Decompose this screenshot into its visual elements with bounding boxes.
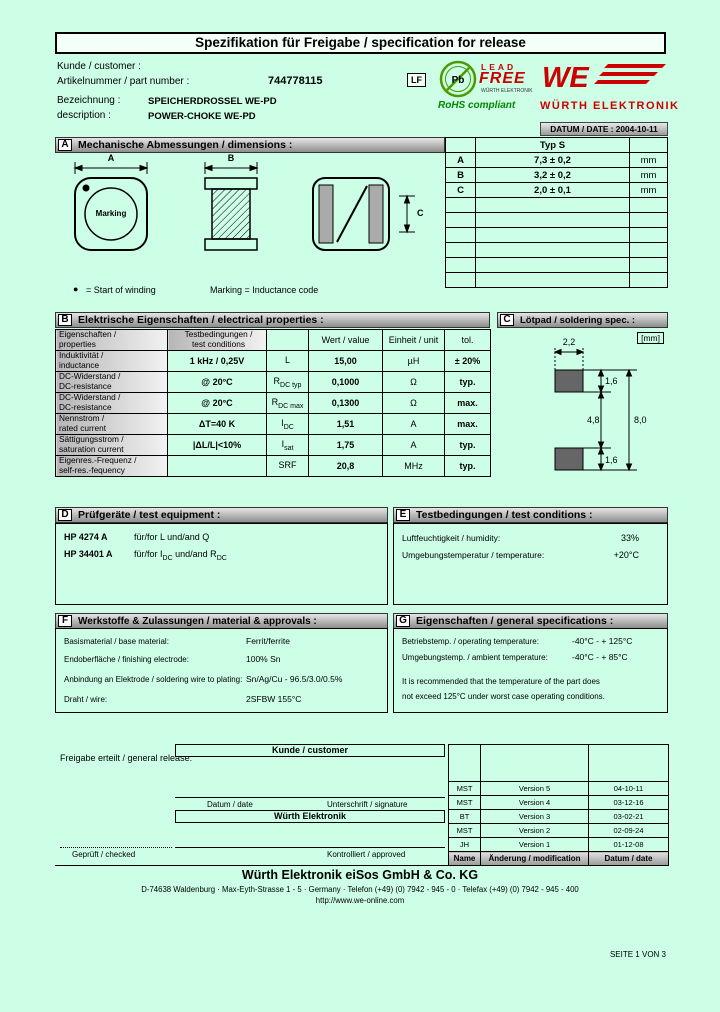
pad-width-text: 2,2 [562, 337, 576, 347]
condition-cell: 1 kHz / 0,25V [168, 351, 267, 372]
winding-start-dot: ● [73, 284, 79, 294]
symbol-sub: DC max [278, 402, 304, 410]
free-text: FREE [479, 70, 526, 87]
general-release-label: Freigabe erteilt / general release: [60, 753, 193, 763]
symbol-cell [267, 393, 309, 414]
dim-a-label: A [107, 153, 115, 163]
condition-cell: |ΔL/L|<10% [168, 435, 267, 456]
mm-unit-note: [mm] [637, 332, 664, 344]
section-g-letter: G [396, 615, 410, 627]
approved-label: Kontrolliert / approved [327, 850, 406, 859]
temp-note-line-2: not exceed 125°C under worst case operating conditions. [402, 692, 605, 701]
dimension-b-arrow [205, 162, 257, 174]
dim-cell [446, 243, 476, 258]
rev-date: 01-12-08 [589, 838, 669, 852]
dim-value: 7,3 ± 0,2 [476, 153, 630, 168]
symbol-main: R [273, 375, 281, 386]
section-d-title: Prüfgeräte / test equipment : [78, 509, 221, 521]
tol-header-cell: tol. [445, 330, 491, 351]
plating-value: Sn/Ag/Cu - 96.5/3.0/0.5% [246, 674, 343, 684]
table-footer-row [449, 852, 669, 866]
property-cell [56, 372, 168, 393]
property-de: DC-Widerstand / [59, 392, 121, 403]
rev-author: BT [449, 810, 481, 824]
tolerance-cell: max. [445, 393, 491, 414]
property-cell [56, 456, 168, 477]
section-f-title: Werkstoffe & Zulassungen / material & approvals : [78, 615, 317, 627]
temperature-label: Umgebungstemperatur / temperature: [402, 550, 545, 560]
value-cell: 20,8 [309, 456, 383, 477]
dimensions-table [445, 137, 668, 288]
section-a-title: Mechanische Abmessungen / dimensions : [78, 139, 293, 151]
value-cell: 1,51 [309, 414, 383, 435]
rev-cell [449, 745, 481, 782]
section-b-title: Elektrische Eigenschaften / electrical properties : [78, 314, 324, 326]
revision-table [448, 744, 669, 866]
property-en: DC-resistance [59, 402, 112, 412]
table-row [449, 745, 669, 782]
table-row [449, 824, 669, 838]
rev-author: MST [449, 782, 481, 796]
dimension-a-arrow [75, 162, 147, 174]
table-row [446, 273, 668, 288]
condition-cell: @ 20°C [168, 393, 267, 414]
equipment-2-sub-a: DC [162, 554, 173, 562]
symbol-cell [267, 435, 309, 456]
general-specs-box [393, 628, 668, 713]
conditions-header-en: test conditions [191, 339, 246, 349]
value-cell: 0,1300 [309, 393, 383, 414]
table-row [449, 782, 669, 796]
materials-box [55, 628, 388, 713]
humidity-label: Luftfeuchtigkeit / humidity: [402, 533, 501, 543]
property-cell [56, 414, 168, 435]
section-c-letter: C [500, 314, 514, 326]
winding-start-mark [83, 185, 90, 192]
symbol-main: L [284, 354, 290, 365]
description-label: description : [57, 110, 111, 121]
equipment-1-name: HP 4274 A [64, 532, 108, 542]
table-header-row [56, 330, 491, 351]
symbol-main: R [271, 396, 279, 407]
symbol-main: SRF [278, 459, 297, 470]
properties-header-cell [56, 330, 168, 351]
tolerance-cell: typ. [445, 372, 491, 393]
dim-cell [446, 258, 476, 273]
approved-row [175, 847, 445, 860]
property-de: Sättigungsstrom / [59, 434, 124, 445]
dim-cell [476, 213, 630, 228]
property-en: saturation current [59, 444, 124, 454]
dim-cell [476, 198, 630, 213]
humidity-value: 33% [620, 533, 639, 543]
dim-cell [476, 228, 630, 243]
dim-type-header: Typ S [476, 138, 630, 153]
dim-unit: mm [630, 153, 668, 168]
section-b-header [55, 312, 490, 328]
dim-b-label: B [227, 153, 235, 163]
dim-c-label: C [417, 208, 424, 218]
conditions-header-cell [168, 330, 267, 351]
footer-divider [55, 865, 668, 866]
conditions-header-de: Testbedingungen / [184, 329, 253, 340]
condition-cell [168, 456, 267, 477]
rev-date: 04-10-11 [589, 782, 669, 796]
value-cell: 15,00 [309, 351, 383, 372]
legend-start-of-winding: = Start of winding [86, 285, 156, 295]
property-en: DC-resistance [59, 381, 112, 391]
symbol-cell [267, 414, 309, 435]
table-header-row [446, 138, 668, 153]
properties-header-en: properties [59, 339, 96, 349]
date-bar: DATUM / DATE : 2004-10-11 [540, 122, 668, 136]
operating-temp-label: Betriebstemp. / operating temperature: [402, 637, 539, 646]
tolerance-cell: typ. [445, 435, 491, 456]
we-mark-text: WE [542, 62, 589, 94]
rev-change: Version 4 [481, 796, 589, 810]
electrode-label: Endoberfläche / finishing electrode: [64, 655, 189, 664]
ambient-temp-value: -40°C - + 85°C [572, 652, 628, 662]
table-row [56, 393, 491, 414]
symbol-header-cell [267, 330, 309, 351]
material-label: Basismaterial / base material: [64, 637, 169, 646]
temp-note-line-1: It is recommended that the temperature of the part does [402, 677, 600, 686]
table-row [446, 228, 668, 243]
section-a-letter: A [58, 139, 72, 151]
section-b-letter: B [58, 314, 72, 326]
symbol-cell [267, 351, 309, 372]
value-header-cell: Wert / value [309, 330, 383, 351]
rev-author: MST [449, 796, 481, 810]
marking-label: Marking [95, 209, 127, 218]
footer-company: Würth Elektronik eiSos GmbH & Co. KG [241, 868, 479, 882]
customer-label: Kunde / customer : [57, 61, 141, 72]
symbol-sub: DC [283, 423, 294, 431]
signature-row [175, 797, 445, 810]
bezeichnung-value: SPEICHERDROSSEL WE-PD [148, 96, 277, 107]
ambient-temp-label: Umgebungstemp. / ambient temperature: [402, 653, 548, 662]
page-title: Spezifikation für Freigabe / specification for release [55, 32, 666, 54]
table-row [446, 198, 668, 213]
lf-badge: LF [407, 73, 426, 87]
pad-height-bottom-text: 1,6 [605, 455, 618, 465]
property-en: self-res.-fequency [59, 465, 125, 475]
section-f-header [55, 613, 388, 629]
table-row [446, 153, 668, 168]
lead-text: LEAD [481, 62, 517, 72]
material-value: Ferrit/ferrite [246, 636, 290, 646]
pb-circle-icon [438, 59, 478, 99]
condition-cell: @ 20°C [168, 372, 267, 393]
section-a-header [55, 137, 445, 153]
rev-change: Version 3 [481, 810, 589, 824]
dim-cell [446, 228, 476, 243]
test-equipment-box [55, 523, 388, 605]
section-d-letter: D [58, 509, 72, 521]
section-e-letter: E [396, 509, 410, 521]
property-de: Induktivität / [59, 350, 104, 361]
pad-gap-text: 4,8 [587, 415, 600, 425]
symbol-sub: sat [284, 444, 294, 452]
table-row [449, 838, 669, 852]
dim-name: C [446, 183, 476, 198]
dimensions-drawing [55, 154, 445, 306]
dim-value: 2,0 ± 0,1 [476, 183, 630, 198]
table-row [446, 243, 668, 258]
wire-label: Draht / wire: [64, 695, 108, 704]
property-cell [56, 351, 168, 372]
we-release-header: Würth Elektronik [175, 810, 445, 823]
table-row [449, 796, 669, 810]
symbol-cell [267, 372, 309, 393]
pb-text: Pb [451, 75, 465, 86]
we-logo-stripes [594, 64, 666, 84]
section-e-header [393, 507, 668, 523]
equipment-2-sub-b: DC [216, 554, 227, 562]
soldering-spec-diagram [497, 330, 668, 502]
property-de: Nennstrom / [59, 413, 105, 424]
dim-unit: mm [630, 183, 668, 198]
dim-cell [476, 273, 630, 288]
unit-cell: µH [383, 351, 445, 372]
table-row [56, 351, 491, 372]
rev-author: JH [449, 838, 481, 852]
part-number-label: Artikelnummer / part number : [57, 76, 190, 87]
electrode-value: 100% Sn [246, 654, 281, 664]
legend-marking: Marking = Inductance code [210, 285, 319, 295]
section-f-letter: F [58, 615, 72, 627]
footer-address: D-74638 Waldenburg · Max-Eyth-Strasse 1 - 5 · Germany · Telefon (+49) (0) 7942 - 945 - 0 · Telefax (+49) (0) 7942 - 945 - 400 [141, 885, 579, 894]
equipment-2-desc-a: für/for I [134, 549, 163, 559]
unit-cell: A [383, 414, 445, 435]
leadfree-brand-text: WÜRTH ELEKTRONIK [481, 88, 533, 94]
operating-temp-value: -40°C - + 125°C [572, 636, 633, 646]
electrical-properties-table [55, 329, 491, 477]
rev-cell [589, 745, 669, 782]
dim-cell [476, 243, 630, 258]
customer-release-header: Kunde / customer [175, 744, 445, 757]
equipment-1-desc: für/for L und/and Q [134, 532, 210, 542]
test-conditions-box [393, 523, 668, 605]
property-en: inductance [59, 360, 100, 370]
value-cell: 0,1000 [309, 372, 383, 393]
property-en: rated current [59, 423, 107, 433]
tolerance-cell: ± 20% [445, 351, 491, 372]
dim-cell [446, 273, 476, 288]
section-c-title: Lötpad / soldering spec. : [520, 314, 636, 326]
dim-cell [630, 138, 668, 153]
rev-name-header: Name [449, 852, 481, 866]
rev-change: Version 2 [481, 824, 589, 838]
equipment-2-desc-b: und/and R [172, 549, 217, 559]
symbol-main: I [281, 417, 284, 428]
solder-pad-top [555, 370, 583, 392]
page-number: SEITE 1 VON 3 [609, 950, 666, 959]
unit-cell: A [383, 435, 445, 456]
side-view [205, 178, 257, 250]
table-row [56, 456, 491, 477]
section-e-title: Testbedingungen / test conditions : [416, 509, 593, 521]
pad-width-dimension [555, 348, 583, 370]
we-logo [540, 58, 680, 114]
table-row [446, 168, 668, 183]
plating-label: Anbindung an Elektrode / soldering wire to plating: [64, 675, 243, 684]
unit-cell: MHz [383, 456, 445, 477]
dim-cell [630, 213, 668, 228]
unit-cell: Ω [383, 372, 445, 393]
table-row [56, 372, 491, 393]
temperature-value: +20°C [613, 550, 639, 560]
tolerance-cell: typ. [445, 456, 491, 477]
equipment-2-desc [134, 549, 227, 562]
footer-website-link[interactable]: http://www.we-online.com [315, 896, 405, 905]
dimensions-drawing-svg [55, 154, 445, 306]
section-d-header [55, 507, 388, 523]
dim-cell [630, 258, 668, 273]
rev-date-header: Datum / date [589, 852, 669, 866]
checked-label: Geprüft / checked [72, 850, 136, 859]
table-row [56, 414, 491, 435]
part-number-value: 744778115 [268, 75, 323, 87]
dim-cell [446, 198, 476, 213]
table-row [449, 810, 669, 824]
checked-signature-line [60, 847, 172, 848]
dim-name: A [446, 153, 476, 168]
rev-change: Version 1 [481, 838, 589, 852]
rev-cell [481, 745, 589, 782]
pad-height-top-text: 1,6 [605, 376, 618, 386]
we-logo-icon [540, 58, 668, 94]
rohs-compliant-label: RoHS compliant [438, 100, 516, 111]
unit-cell: Ω [383, 393, 445, 414]
dim-cell [630, 273, 668, 288]
property-cell [56, 435, 168, 456]
properties-header-de: Eigenschaften / [59, 329, 117, 340]
table-row [446, 258, 668, 273]
value-cell: 1,75 [309, 435, 383, 456]
dim-cell [630, 198, 668, 213]
wire-value: 2SFBW 155°C [246, 694, 302, 704]
dim-name: B [446, 168, 476, 183]
property-de: DC-Widerstand / [59, 371, 121, 382]
symbol-sub: DC typ [280, 381, 302, 389]
we-brand-text: WÜRTH ELEKTRONIK [540, 100, 680, 112]
rev-author: MST [449, 824, 481, 838]
soldering-pad-svg [497, 330, 668, 502]
signature-label: Unterschrift / signature [327, 800, 408, 809]
date-label: Datum / date [207, 800, 253, 809]
dim-cell [446, 138, 476, 153]
symbol-cell [267, 456, 309, 477]
dim-cell [630, 243, 668, 258]
section-g-title: Eigenschaften / general specifications : [416, 615, 614, 627]
pad-outer-text: 8,0 [634, 415, 647, 425]
rev-date: 02-09-24 [589, 824, 669, 838]
table-row [446, 183, 668, 198]
dim-unit: mm [630, 168, 668, 183]
description-value: POWER-CHOKE WE-PD [148, 111, 256, 122]
property-cell [56, 393, 168, 414]
dim-cell [476, 258, 630, 273]
solder-pad-bottom [555, 448, 583, 470]
condition-cell: ΔT=40 K [168, 414, 267, 435]
rev-change: Version 5 [481, 782, 589, 796]
table-row [446, 213, 668, 228]
rev-modification-header: Änderung / modification [481, 852, 589, 866]
section-c-header [497, 312, 668, 328]
bottom-view [313, 178, 389, 250]
table-row [56, 435, 491, 456]
dim-value: 3,2 ± 0,2 [476, 168, 630, 183]
rev-date: 03-12-16 [589, 796, 669, 810]
dim-cell [630, 228, 668, 243]
symbol-main: I [281, 438, 285, 449]
rev-date: 03-02-21 [589, 810, 669, 824]
bezeichnung-label: Bezeichnung : [57, 95, 121, 106]
equipment-2-name: HP 34401 A [64, 549, 113, 559]
unit-header-cell: Einheit / unit [383, 330, 445, 351]
tolerance-cell: max. [445, 414, 491, 435]
property-de: Eigenres.-Frequenz / [59, 455, 137, 466]
section-g-header [393, 613, 668, 629]
dimension-c-arrow [399, 196, 415, 232]
dim-cell [446, 213, 476, 228]
